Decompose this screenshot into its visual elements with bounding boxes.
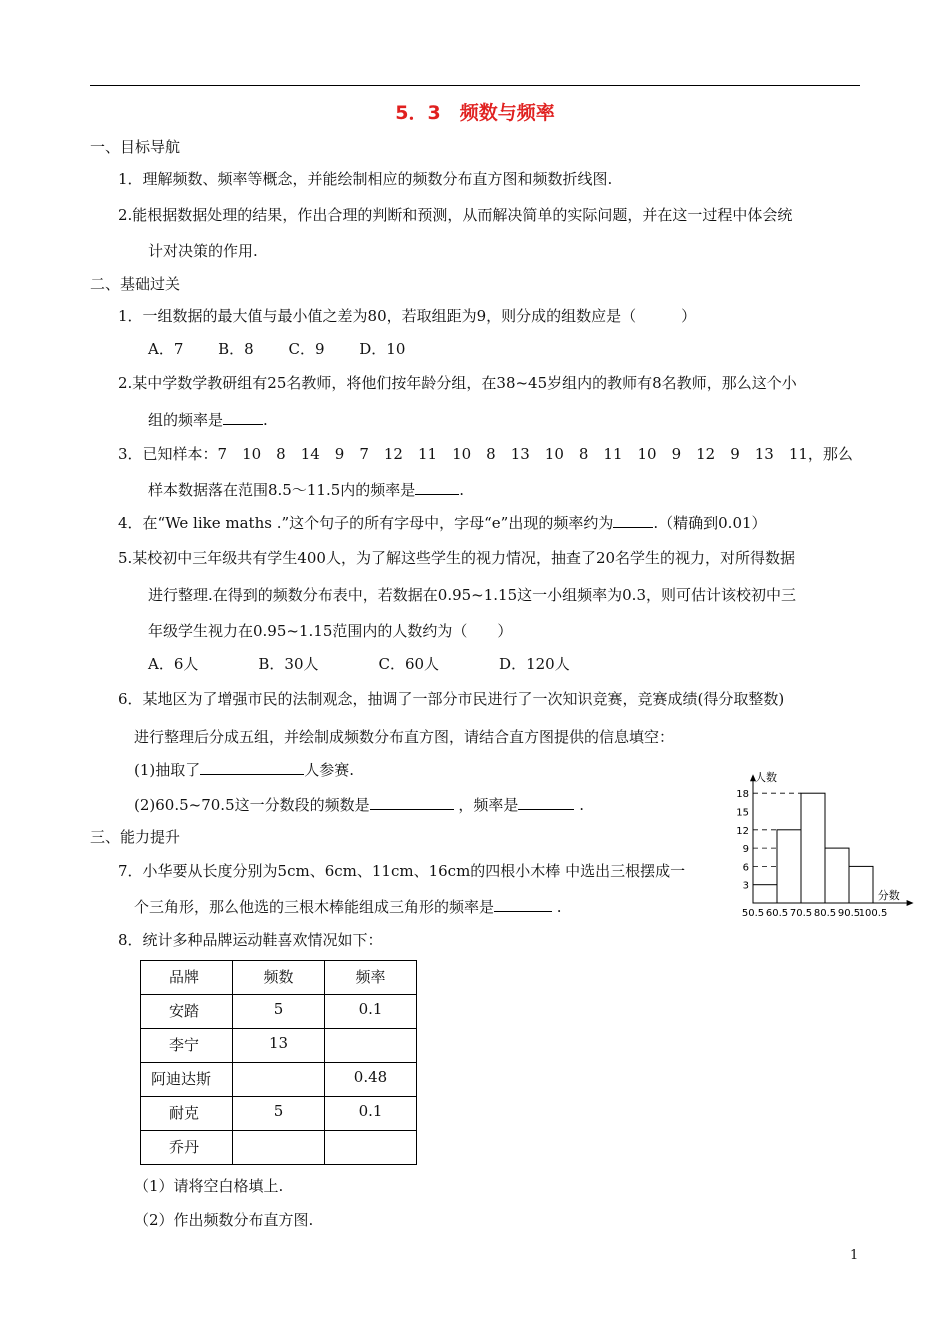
histogram-bar	[777, 830, 801, 903]
brand-cell: 安踏	[141, 995, 233, 1029]
goal-item-2-line1: 2.能根据数据处理的结果，作出合理的判断和预测，从而解决简单的实际问题，并在这一过程中体会统	[118, 206, 793, 224]
y-tick-label: 12	[736, 825, 749, 837]
question-7-end: .	[556, 898, 562, 916]
answer-blank-q3[interactable]	[415, 480, 459, 495]
brand-cell: 李宁	[141, 1029, 233, 1063]
histogram-bar	[753, 885, 777, 903]
question-1-options: A．7 B．8 C．9 D．10	[148, 340, 406, 358]
x-axis-label: 分数	[877, 889, 900, 902]
section-heading-goals: 一、目标导航	[90, 138, 181, 156]
header-brand: 品牌	[141, 961, 233, 995]
question-3-line2	[148, 480, 464, 500]
header-rate: 频率	[325, 961, 417, 995]
question-8-part2: （2）作出频数分布直方图.	[134, 1211, 314, 1229]
x-axis-arrow	[907, 900, 914, 906]
histogram-bar	[801, 793, 825, 903]
question-2-line2	[148, 410, 268, 430]
top-rule	[90, 85, 860, 86]
answer-blank-q6-1[interactable]	[200, 760, 304, 775]
question-6-part1	[134, 760, 354, 780]
frequency-cell[interactable]: 5	[233, 995, 325, 1029]
goal-item-2-line2: 计对决策的作用.	[148, 242, 258, 260]
question-8: 8．统计多种品牌运动鞋喜欢情况如下：	[118, 931, 383, 949]
y-tick-label: 3	[742, 880, 749, 892]
question-5-line3: 年级学生视力在0.95~1.15范围内的人数约为（ ）	[148, 622, 513, 640]
question-2-end: .	[263, 411, 268, 429]
histogram-bar	[849, 866, 873, 903]
table-header-row	[141, 961, 417, 995]
answer-blank-q6-2a[interactable]	[370, 795, 454, 810]
x-tick-label: 60.5	[765, 908, 789, 919]
table-row	[141, 1029, 417, 1063]
y-tick-label: 15	[736, 807, 749, 819]
brand-table	[140, 960, 417, 1165]
question-6-part2-text: (2)60.5~70.5这一分数段的频数是	[134, 796, 370, 814]
goal-item-1: 1．理解频数、频率等概念，并能绘制相应的频数分布直方图和频数折线图.	[118, 170, 613, 188]
question-3-line1: 3．已知样本：7 10 8 14 9 7 12 11 10 8 13 10 8 11 10 9 12 9 13 11，那么	[118, 445, 853, 463]
question-6-line1: 6．某地区为了增强市民的法制观念，抽调了一部分市民进行了一次知识竞赛，竞赛成绩(得分取整数)	[118, 690, 785, 708]
question-5-line1: 5.某校初中三年级共有学生400人，为了解这些学生的视力情况，抽查了20名学生的视力，对所得数据	[118, 549, 796, 567]
question-5-options: A．6人 B．30人 C．60人 D．120人	[148, 655, 570, 673]
question-2-line1: 2.某中学数学教研组有25名教师，将他们按年龄分组，在38~45岁组内的教师有8名教师，那么这个小	[118, 374, 797, 392]
x-tick-label: 100.5	[858, 908, 888, 919]
header-frequency: 频数	[233, 961, 325, 995]
answer-blank-q7[interactable]	[494, 897, 552, 912]
question-8-part1: （1）请将空白格填上.	[134, 1177, 284, 1195]
question-4-end: .（精确到0.01）	[653, 514, 767, 532]
question-5-line2: 进行整理.在得到的频数分布表中，若数据在0.95~1.15这一小组频率为0.3，则可估计该校初中三	[148, 586, 796, 604]
frequency-cell[interactable]: 13	[233, 1029, 325, 1063]
rate-cell[interactable]	[325, 1131, 417, 1165]
y-tick-label: 6	[742, 862, 749, 874]
section-heading-basics: 二、基础过关	[90, 275, 181, 293]
frequency-cell[interactable]	[233, 1063, 325, 1097]
rate-cell[interactable]: 0.1	[325, 1097, 417, 1131]
page-title: 5．3 频数与频率	[395, 102, 555, 124]
brand-cell: 乔丹	[141, 1131, 233, 1165]
question-7-line2	[134, 897, 562, 917]
question-4	[118, 513, 767, 533]
question-6-part2	[134, 795, 584, 815]
question-4-text: 4．在“We like maths .”这个句子的所有字母中，字母“e”出现的频率约为	[118, 514, 614, 532]
question-7-text: 个三角形，那么他选的三根木棒能组成三角形的频率是	[134, 898, 495, 916]
x-tick-label: 80.5	[813, 908, 837, 919]
x-tick-label: 50.5	[741, 908, 765, 919]
table-row	[141, 995, 417, 1029]
brand-cell: 阿迪达斯	[141, 1063, 233, 1097]
answer-blank-q4[interactable]	[613, 513, 653, 528]
question-3-text: 样本数据落在范围8.5～11.5内的频率是	[148, 481, 416, 499]
question-6-line2: 进行整理后分成五组，并绘制成频数分布直方图，请结合直方图提供的信息填空：	[134, 728, 675, 746]
y-tick-label: 18	[736, 789, 749, 801]
rate-cell[interactable]: 0.48	[325, 1063, 417, 1097]
x-tick-label: 70.5	[789, 908, 813, 919]
question-1: 1．一组数据的最大值与最小值之差为80，若取组距为9，则分成的组数应是（ ）	[118, 307, 697, 325]
question-7-line1: 7．小华要从长度分别为5cm、6cm、11cm、16cm的四根小木棒 中选出三根摆成一	[118, 862, 686, 880]
table-row	[141, 1131, 417, 1165]
frequency-cell[interactable]: 5	[233, 1097, 325, 1131]
rate-cell[interactable]: 0.1	[325, 995, 417, 1029]
y-tick-label: 9	[742, 844, 749, 856]
question-6-part2-mid: ，频率是	[458, 796, 519, 814]
answer-blank-q6-2b[interactable]	[518, 795, 574, 810]
question-6-part1-text: (1)抽取了	[134, 761, 201, 779]
section-heading-improve: 三、能力提升	[90, 828, 181, 846]
answer-blank-q2[interactable]	[223, 410, 263, 425]
table-row	[141, 1097, 417, 1131]
rate-cell[interactable]	[325, 1029, 417, 1063]
histogram-bar	[825, 848, 849, 903]
question-3-end: .	[459, 481, 465, 499]
y-axis-label: 人数	[755, 771, 777, 785]
frequency-cell[interactable]	[233, 1131, 325, 1165]
table-row	[141, 1063, 417, 1097]
page-number: 1	[850, 1248, 859, 1263]
question-2-text: 组的频率是	[148, 411, 224, 429]
question-6-part2-end: .	[579, 796, 584, 814]
brand-cell: 耐克	[141, 1097, 233, 1131]
question-6-part1-end: 人参赛.	[304, 761, 355, 779]
histogram-chart	[715, 760, 915, 920]
x-tick-label: 90.5	[837, 908, 861, 919]
